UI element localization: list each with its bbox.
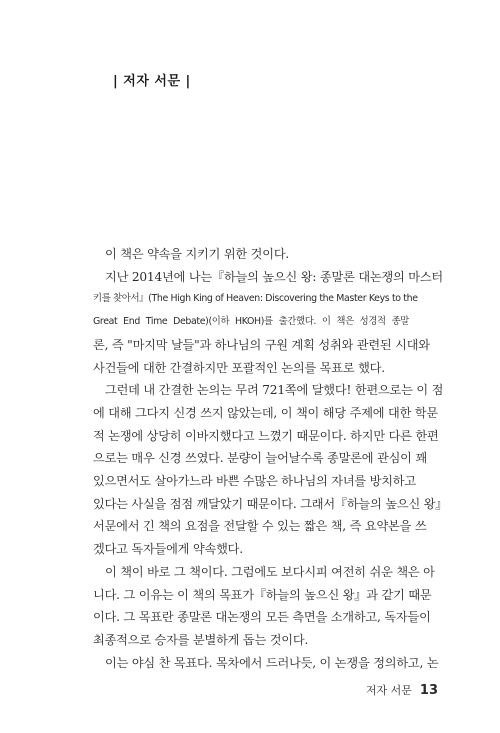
- body-line: 으로는 매우 신경 쓰였다. 분량이 늘어날수록 종말론에 관심이 꽤: [93, 451, 427, 466]
- body-line: 서문에서 긴 책의 요점을 전달할 수 있는 짧은 책, 즉 요약본을 쓰: [93, 519, 427, 534]
- section-title: | 저자 서문 |: [113, 74, 191, 89]
- body-line: 이 책은 약속을 지키기 위한 것이다.: [105, 247, 290, 261]
- body-line: Great End Time Debate)(이하 HKOH)를 출간했다. 이 책은 성경적 종말: [93, 316, 409, 328]
- body-line: 론, 즉 "마지막 날들"과 하나님의 구원 계획 성취와 관련된 시대와: [93, 337, 430, 352]
- body-line: 있다는 사실을 점점 깨달았기 때문이다. 그래서『하늘의 높으신 왕』: [93, 496, 448, 511]
- running-title: 저자 서문: [365, 684, 412, 697]
- body-line: 키를 찾아서』(The High King of Heaven: Discovering the Master Keys to the: [93, 293, 418, 305]
- body-line: 니다. 그 이유는 이 책의 목표가『하늘의 높으신 왕』과 같기 때문: [93, 587, 432, 602]
- body-line: 이는 야심 찬 목표다. 목차에서 드러나듯, 이 논쟁을 정의하고, 논: [105, 655, 439, 670]
- body-line: 그런데 내 간결한 논의는 무려 721쪽에 달했다! 한편으로는 이 점: [105, 383, 444, 398]
- body-line: 지난 2014년에 나는『하늘의 높으신 왕: 종말론 대논쟁의 마스터: [105, 269, 444, 284]
- body-line: 이 책이 바로 그 책이다. 그럼에도 보다시피 여전히 쉬운 책은 아: [105, 564, 435, 579]
- page-footer: [366, 682, 438, 698]
- body-line: 에 대해 그다지 신경 쓰지 않았는데, 이 책이 해당 주제에 대한 학문: [93, 405, 438, 420]
- body-line: 적 논쟁에 상당히 이바지했다고 느꼈기 때문이다. 하지만 다른 한편: [93, 428, 439, 443]
- body-line: 최종적으로 승자를 분별하게 돕는 것이다.: [93, 632, 309, 647]
- body-line: 사건들에 대한 간결하지만 포괄적인 논의를 목표로 했다.: [93, 360, 385, 375]
- page-number: 13: [419, 683, 438, 698]
- body-line: 있으면서도 살아가느라 바쁜 수많은 하나님의 자녀를 방치하고: [93, 474, 416, 489]
- body-line: 이다. 그 목표란 종말론 대논쟁의 모든 측면을 소개하고, 독자들이: [93, 610, 431, 625]
- body-text: [93, 243, 448, 674]
- body-line: 겠다고 독자들에게 약속했다.: [93, 542, 243, 557]
